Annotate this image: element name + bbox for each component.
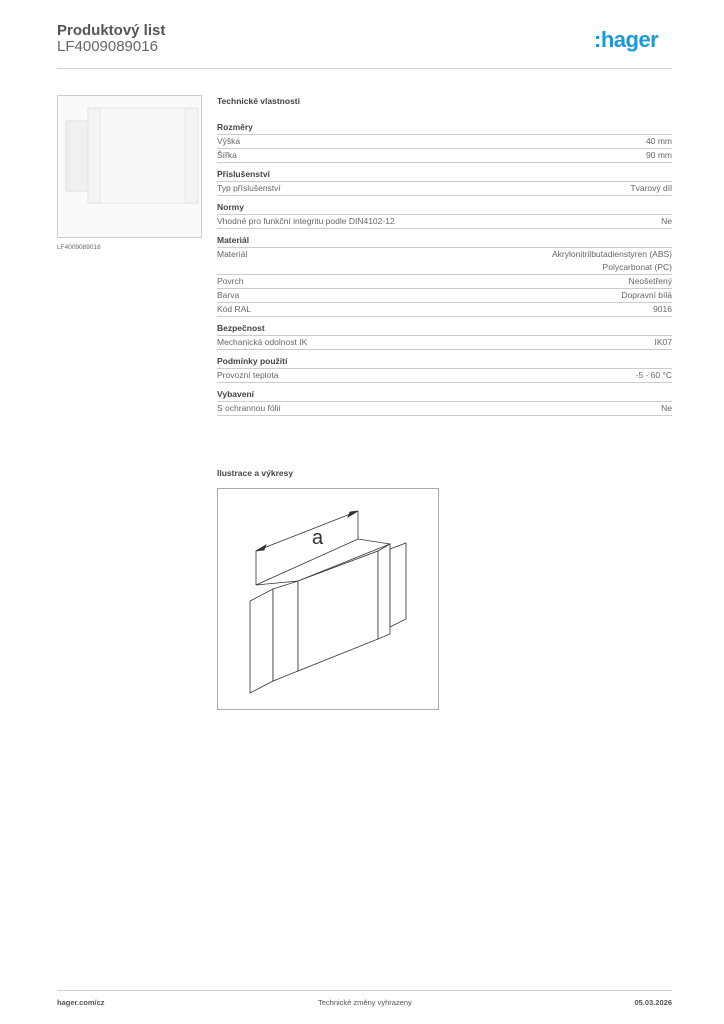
section-heading: Vybavení [217,388,672,402]
spec-label: Typ příslušenství [217,183,281,193]
spec-label: Vhodné pro funkční integritu podle DIN4102-12 [217,216,395,226]
footer-website-link[interactable]: hager.com/cz [57,998,105,1007]
spec-row [217,289,672,303]
footer-divider [57,990,672,991]
spec-label: S ochrannou fólií [217,403,281,413]
spec-row [217,182,672,196]
spec-value: Tvarový díl [630,183,672,193]
product-code: LF4009089016 [57,38,158,55]
spec-row [217,369,672,383]
spec-value: -5 - 60 °C [635,370,672,380]
spec-section [217,234,672,317]
spec-label: Provozní teplota [217,370,279,380]
dimension-label: a [312,527,324,549]
section-heading: Materiál [217,234,672,248]
spec-value: IK07 [654,337,672,347]
spec-value: Dopravní bílá [621,290,672,300]
technical-properties [217,96,672,416]
spec-title: Technické vlastnosti [217,96,300,106]
section-heading: Normy [217,201,672,215]
spec-value: Akrylonitrilbutadienstyren (ABS) Polycarbonat (PC) [552,249,672,272]
section-heading: Příslušenství [217,168,672,182]
page-title: Produktový list [57,22,166,39]
section-heading: Bezpečnost [217,322,672,336]
spec-section [217,168,672,196]
spec-value: Ne [661,403,672,413]
header-divider [57,68,672,69]
spec-label: Povrch [217,276,244,286]
spec-row [217,215,672,229]
spec-row [217,402,672,416]
spec-value: Ne [661,216,672,226]
spec-section [217,355,672,383]
image-caption: LF4009089016 [57,244,101,251]
spec-value: 40 mm [646,136,672,146]
spec-section [217,201,672,229]
spec-label: Šířka [217,150,237,160]
spec-row [217,275,672,289]
spec-row [217,248,672,275]
spec-section [217,388,672,416]
spec-value: 90 mm [646,150,672,160]
spec-label: Výška [217,136,241,146]
spec-row [217,149,672,163]
spec-label: Kód RAL [217,304,252,314]
product-image [57,95,202,238]
spec-row [217,135,672,149]
hager-logo: :hager [594,27,659,52]
section-heading: Podmínky použití [217,355,672,369]
spec-label: Mechanická odolnost IK [217,337,308,347]
spec-label: Barva [217,290,240,300]
spec-value: Neošetřený [628,276,672,286]
spec-value: 9016 [653,304,672,314]
spec-row [217,303,672,317]
spec-row [217,336,672,350]
spec-section [217,121,672,163]
footer-disclaimer: Technické změny vyhrazeny [318,998,412,1007]
illustration-title: Ilustrace a výkresy [217,468,294,478]
footer-date: 05.03.2026 [634,998,672,1007]
spec-label: Materiál [217,249,248,259]
section-heading: Rozměry [217,121,672,135]
technical-drawing [217,488,439,710]
spec-section [217,322,672,350]
